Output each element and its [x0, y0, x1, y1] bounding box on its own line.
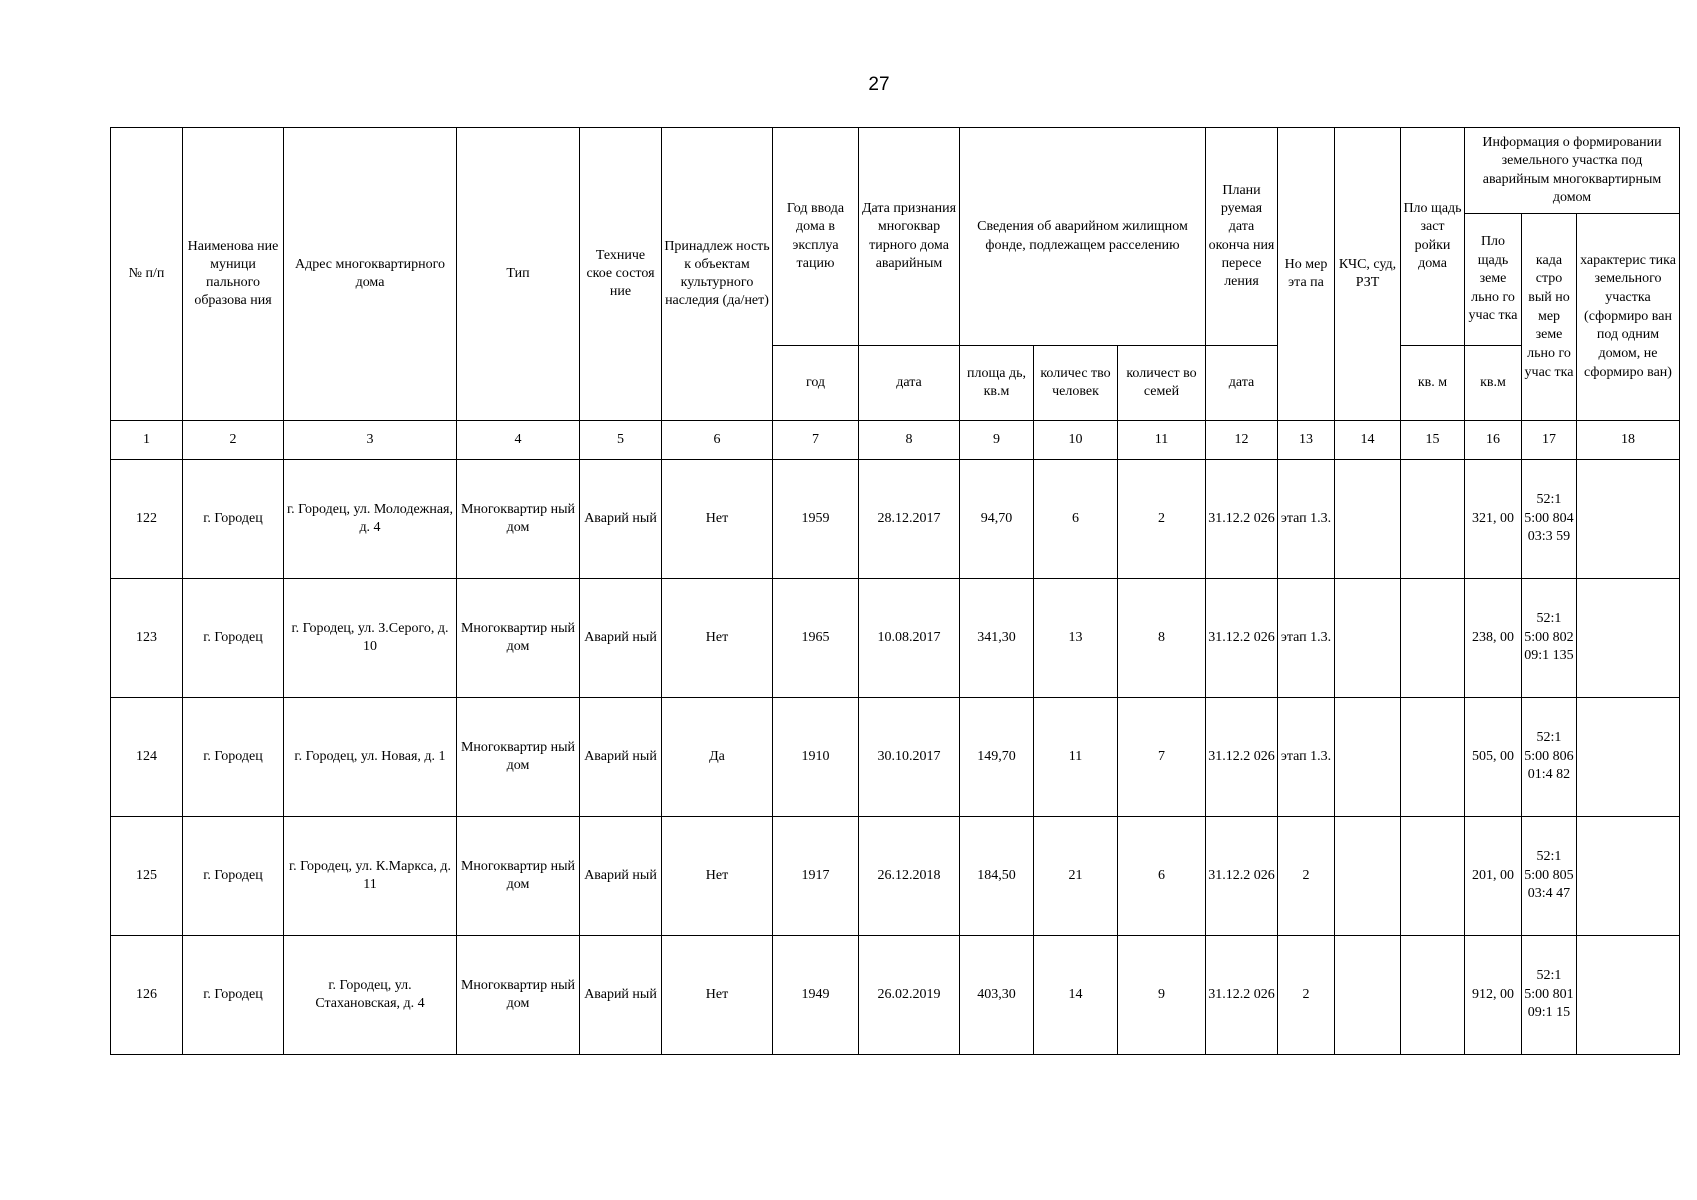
cell-type: Многоквартир ный дом: [457, 936, 580, 1055]
cell-building-area: [1401, 936, 1465, 1055]
cell-cadastral-number: 52:1 5:00 801 09:1 15: [1522, 936, 1577, 1055]
cell-row-number: 126: [111, 936, 183, 1055]
cell-building-area: [1401, 817, 1465, 936]
cell-planned-date: 31.12.2 026: [1206, 460, 1278, 579]
column-number: 18: [1577, 421, 1680, 460]
column-number: 6: [662, 421, 773, 460]
column-number: 1: [111, 421, 183, 460]
header-area: площа дь, кв.м: [960, 346, 1034, 421]
cell-heritage: Нет: [662, 460, 773, 579]
cell-cadastral-number: 52:1 5:00 802 09:1 135: [1522, 579, 1577, 698]
cell-family-count: 7: [1118, 698, 1206, 817]
cell-technical-state: Аварий ный: [580, 698, 662, 817]
column-number-row: [111, 421, 1680, 460]
cell-planned-date: 31.12.2 026: [1206, 698, 1278, 817]
subheader-year: год: [773, 346, 859, 421]
header-family-count: количест во семей: [1118, 346, 1206, 421]
cell-heritage: Нет: [662, 936, 773, 1055]
subheader-land-area-unit: кв.м: [1465, 346, 1522, 421]
table-row: [111, 817, 1680, 936]
cell-building-area: [1401, 579, 1465, 698]
cell-year: 1910: [773, 698, 859, 817]
cell-land-area: 321, 00: [1465, 460, 1522, 579]
cell-planned-date: 31.12.2 026: [1206, 579, 1278, 698]
cell-area: 94,70: [960, 460, 1034, 579]
cell-area: 149,70: [960, 698, 1034, 817]
header-technical-state: Техниче ское состоя ние: [580, 128, 662, 421]
header-number: № п/п: [111, 128, 183, 421]
cell-family-count: 2: [1118, 460, 1206, 579]
table-row: [111, 460, 1680, 579]
cell-municipality: г. Городец: [183, 817, 284, 936]
cell-cadastral-number: 52:1 5:00 805 03:4 47: [1522, 817, 1577, 936]
cell-municipality: г. Городец: [183, 460, 284, 579]
cell-cadastral-number: 52:1 5:00 804 03:3 59: [1522, 460, 1577, 579]
header-type: Тип: [457, 128, 580, 421]
header-municipality: Наименова ние муници пального образова ния: [183, 128, 284, 421]
header-address: Адрес многоквартирного дома: [284, 128, 457, 421]
cell-building-area: [1401, 460, 1465, 579]
cell-type: Многоквартир ный дом: [457, 817, 580, 936]
cell-technical-state: Аварий ный: [580, 579, 662, 698]
cell-people-count: 14: [1034, 936, 1118, 1055]
column-number: 9: [960, 421, 1034, 460]
column-number: 12: [1206, 421, 1278, 460]
cell-address: г. Городец, ул. Стахановская, д. 4: [284, 936, 457, 1055]
cell-land-area: 238, 00: [1465, 579, 1522, 698]
cell-stage: 2: [1278, 817, 1335, 936]
cell-stage: этап 1.3.: [1278, 460, 1335, 579]
column-number: 17: [1522, 421, 1577, 460]
header-recognition-date: Дата признания многоквар тирного дома аварийным: [859, 128, 960, 346]
cell-area: 341,30: [960, 579, 1034, 698]
cell-type: Многоквартир ный дом: [457, 698, 580, 817]
table-row: [111, 698, 1680, 817]
column-number: 15: [1401, 421, 1465, 460]
cell-heritage: Нет: [662, 817, 773, 936]
cell-stage: этап 1.3.: [1278, 579, 1335, 698]
cell-address: г. Городец, ул. К.Маркса, д. 11: [284, 817, 457, 936]
cell-people-count: 13: [1034, 579, 1118, 698]
header-cadastral-number: када стро вый но мер земе льно го учас тка: [1522, 214, 1577, 421]
column-number: 3: [284, 421, 457, 460]
cell-technical-state: Аварий ный: [580, 817, 662, 936]
emergency-housing-table: [110, 127, 1680, 1055]
header-emergency-fund-group: Сведения об аварийном жилищном фонде, подлежащем расселению: [960, 128, 1206, 346]
cell-area: 184,50: [960, 817, 1034, 936]
cell-type: Многоквартир ный дом: [457, 460, 580, 579]
column-number: 8: [859, 421, 960, 460]
cell-municipality: г. Городец: [183, 698, 284, 817]
cell-recognition-date: 26.12.2018: [859, 817, 960, 936]
table-header: [111, 128, 1680, 460]
column-number: 5: [580, 421, 662, 460]
cell-technical-state: Аварий ный: [580, 460, 662, 579]
cell-land-characteristic: [1577, 460, 1680, 579]
subheader-building-area-unit: кв. м: [1401, 346, 1465, 421]
cell-people-count: 6: [1034, 460, 1118, 579]
cell-land-characteristic: [1577, 698, 1680, 817]
cell-land-characteristic: [1577, 817, 1680, 936]
column-number: 14: [1335, 421, 1401, 460]
cell-type: Многоквартир ный дом: [457, 579, 580, 698]
column-number: 10: [1034, 421, 1118, 460]
cell-people-count: 11: [1034, 698, 1118, 817]
cell-year: 1959: [773, 460, 859, 579]
header-planned-date: Плани руемая дата оконча ния пересе ления: [1206, 128, 1278, 346]
subheader-date: дата: [859, 346, 960, 421]
column-number: 7: [773, 421, 859, 460]
page-number: 27: [868, 74, 890, 95]
cell-building-area: [1401, 698, 1465, 817]
cell-land-characteristic: [1577, 936, 1680, 1055]
cell-municipality: г. Городец: [183, 579, 284, 698]
subheader-planned-date: дата: [1206, 346, 1278, 421]
cell-cadastral-number: 52:1 5:00 806 01:4 82: [1522, 698, 1577, 817]
cell-row-number: 122: [111, 460, 183, 579]
cell-family-count: 8: [1118, 579, 1206, 698]
cell-land-characteristic: [1577, 579, 1680, 698]
cell-year: 1965: [773, 579, 859, 698]
cell-land-area: 201, 00: [1465, 817, 1522, 936]
header-land-characteristic: характерис тика земельного участка (сформиро ван под одним домом, не сформиро ван): [1577, 214, 1680, 421]
cell-row-number: 125: [111, 817, 183, 936]
cell-municipality: г. Городец: [183, 936, 284, 1055]
header-year-commissioned: Год ввода дома в эксплуа тацию: [773, 128, 859, 346]
cell-year: 1917: [773, 817, 859, 936]
cell-row-number: 123: [111, 579, 183, 698]
cell-family-count: 9: [1118, 936, 1206, 1055]
header-kchs: КЧС, суд, РЗТ: [1335, 128, 1401, 421]
cell-row-number: 124: [111, 698, 183, 817]
cell-recognition-date: 28.12.2017: [859, 460, 960, 579]
column-number: 11: [1118, 421, 1206, 460]
cell-recognition-date: 26.02.2019: [859, 936, 960, 1055]
header-land-plot-group: Информация о формировании земельного участка под аварийным многоквартирным домом: [1465, 128, 1680, 214]
cell-address: г. Городец, ул. Молодежная, д. 4: [284, 460, 457, 579]
cell-planned-date: 31.12.2 026: [1206, 817, 1278, 936]
column-number: 13: [1278, 421, 1335, 460]
header-heritage: Принадлеж ность к объектам культурного наследия (да/нет): [662, 128, 773, 421]
cell-people-count: 21: [1034, 817, 1118, 936]
cell-kchs: [1335, 698, 1401, 817]
header-building-area: Пло щадь заст ройки дома: [1401, 128, 1465, 346]
column-number: 16: [1465, 421, 1522, 460]
table-row: [111, 936, 1680, 1055]
table-body: [111, 460, 1680, 1055]
cell-kchs: [1335, 579, 1401, 698]
cell-kchs: [1335, 460, 1401, 579]
cell-kchs: [1335, 936, 1401, 1055]
cell-heritage: Нет: [662, 579, 773, 698]
cell-land-area: 912, 00: [1465, 936, 1522, 1055]
header-land-area: Пло щадь земе льно го учас тка: [1465, 214, 1522, 346]
cell-technical-state: Аварий ный: [580, 936, 662, 1055]
cell-recognition-date: 10.08.2017: [859, 579, 960, 698]
cell-stage: этап 1.3.: [1278, 698, 1335, 817]
column-number: 4: [457, 421, 580, 460]
cell-kchs: [1335, 817, 1401, 936]
cell-heritage: Да: [662, 698, 773, 817]
cell-planned-date: 31.12.2 026: [1206, 936, 1278, 1055]
cell-address: г. Городец, ул. З.Серого, д. 10: [284, 579, 457, 698]
column-number: 2: [183, 421, 284, 460]
cell-recognition-date: 30.10.2017: [859, 698, 960, 817]
cell-family-count: 6: [1118, 817, 1206, 936]
cell-address: г. Городец, ул. Новая, д. 1: [284, 698, 457, 817]
cell-land-area: 505, 00: [1465, 698, 1522, 817]
header-stage-number: Но мер эта па: [1278, 128, 1335, 421]
header-people-count: количес тво человек: [1034, 346, 1118, 421]
table-row: [111, 579, 1680, 698]
cell-stage: 2: [1278, 936, 1335, 1055]
cell-year: 1949: [773, 936, 859, 1055]
cell-area: 403,30: [960, 936, 1034, 1055]
